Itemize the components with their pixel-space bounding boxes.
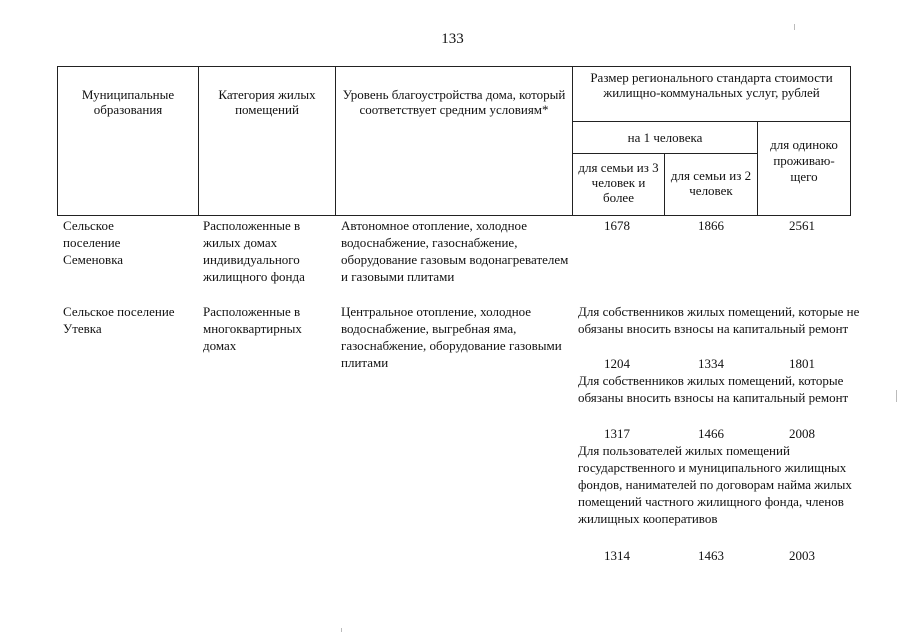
row2-group1-value-single: 1801 [789, 356, 815, 371]
header-cell-size [572, 66, 851, 122]
header-municipal-text: Муниципальные образования [81, 87, 175, 117]
row1-value-family3: 1678 [604, 218, 630, 233]
header-category-text: Категория жилых помещений [218, 87, 316, 117]
row1-category: Расположенные в жилых домах индивидуального жилищного фонда [203, 218, 305, 284]
row2-municipal: Сельское поселение Утевка [63, 304, 175, 336]
scan-speck [341, 628, 342, 632]
row2-group1-value-family3: 1204 [604, 356, 630, 371]
row1-value-single: 2561 [789, 218, 815, 233]
row2-group2-value-family2: 1466 [698, 426, 724, 441]
row2-category: Расположенные в многоквартирных домах [203, 304, 302, 353]
row2-group3-value-family2: 1463 [698, 548, 724, 563]
row2-level: Центральное отопление, холодное водоснабжение, выгребная яма, газоснабжение, оборудование газовыми плитами [341, 304, 562, 370]
row2-group3-note: Для пользователей жилых помещений государственного и муниципального жилищных фондов, нанимателей по договорам найма жилых помещений частного жилищного фонда, членов жилищных кооперативов [578, 443, 852, 526]
header-cell-per-person [572, 121, 758, 154]
header-per-person-text: на 1 человека [627, 130, 703, 145]
header-cell-level [335, 66, 573, 216]
row2-group3-value-family3: 1314 [604, 548, 630, 563]
header-family3-text: для семьи из 3 человек и более [578, 160, 659, 205]
header-cell-municipal [57, 66, 199, 216]
scan-speck [896, 390, 897, 402]
row1-level: Автономное отопление, холодное водоснабжение, газоснабжение, оборудование газовым водонагревателем и газовыми плитами [341, 218, 569, 284]
header-cell-family2 [664, 153, 758, 216]
header-family2-text: для семьи из 2 человек [670, 168, 752, 198]
row2-group1-note: Для собственников жилых помещений, которые не обязаны вносить взносы на капитальный ремонт [578, 304, 860, 336]
row2-group3-value-single: 2003 [789, 548, 815, 563]
header-level-text: Уровень благоустройства дома, который соответствует средним условиям* [342, 87, 566, 117]
row2-group2-value-family3: 1317 [604, 426, 630, 441]
header-size-text: Размер регионального стандарта стоимости жилищно-коммунальных услуг, рублей [590, 70, 833, 100]
row2-group2-note: Для собственников жилых помещений, которые обязаны вносить взносы на капитальный ремонт [578, 373, 849, 405]
header-cell-family3 [572, 153, 665, 216]
row2-group2-value-single: 2008 [789, 426, 815, 441]
header-single-text: для одиноко проживаю-щего [770, 137, 838, 184]
row1-municipal: Сельское поселение Семеновка [63, 218, 124, 267]
row2-group1-value-family2: 1334 [698, 356, 724, 371]
header-cell-category [198, 66, 336, 216]
header-cell-single [757, 121, 851, 216]
scan-speck [794, 24, 795, 30]
row1-value-family2: 1866 [698, 218, 724, 233]
page-number: 133 [441, 31, 464, 47]
